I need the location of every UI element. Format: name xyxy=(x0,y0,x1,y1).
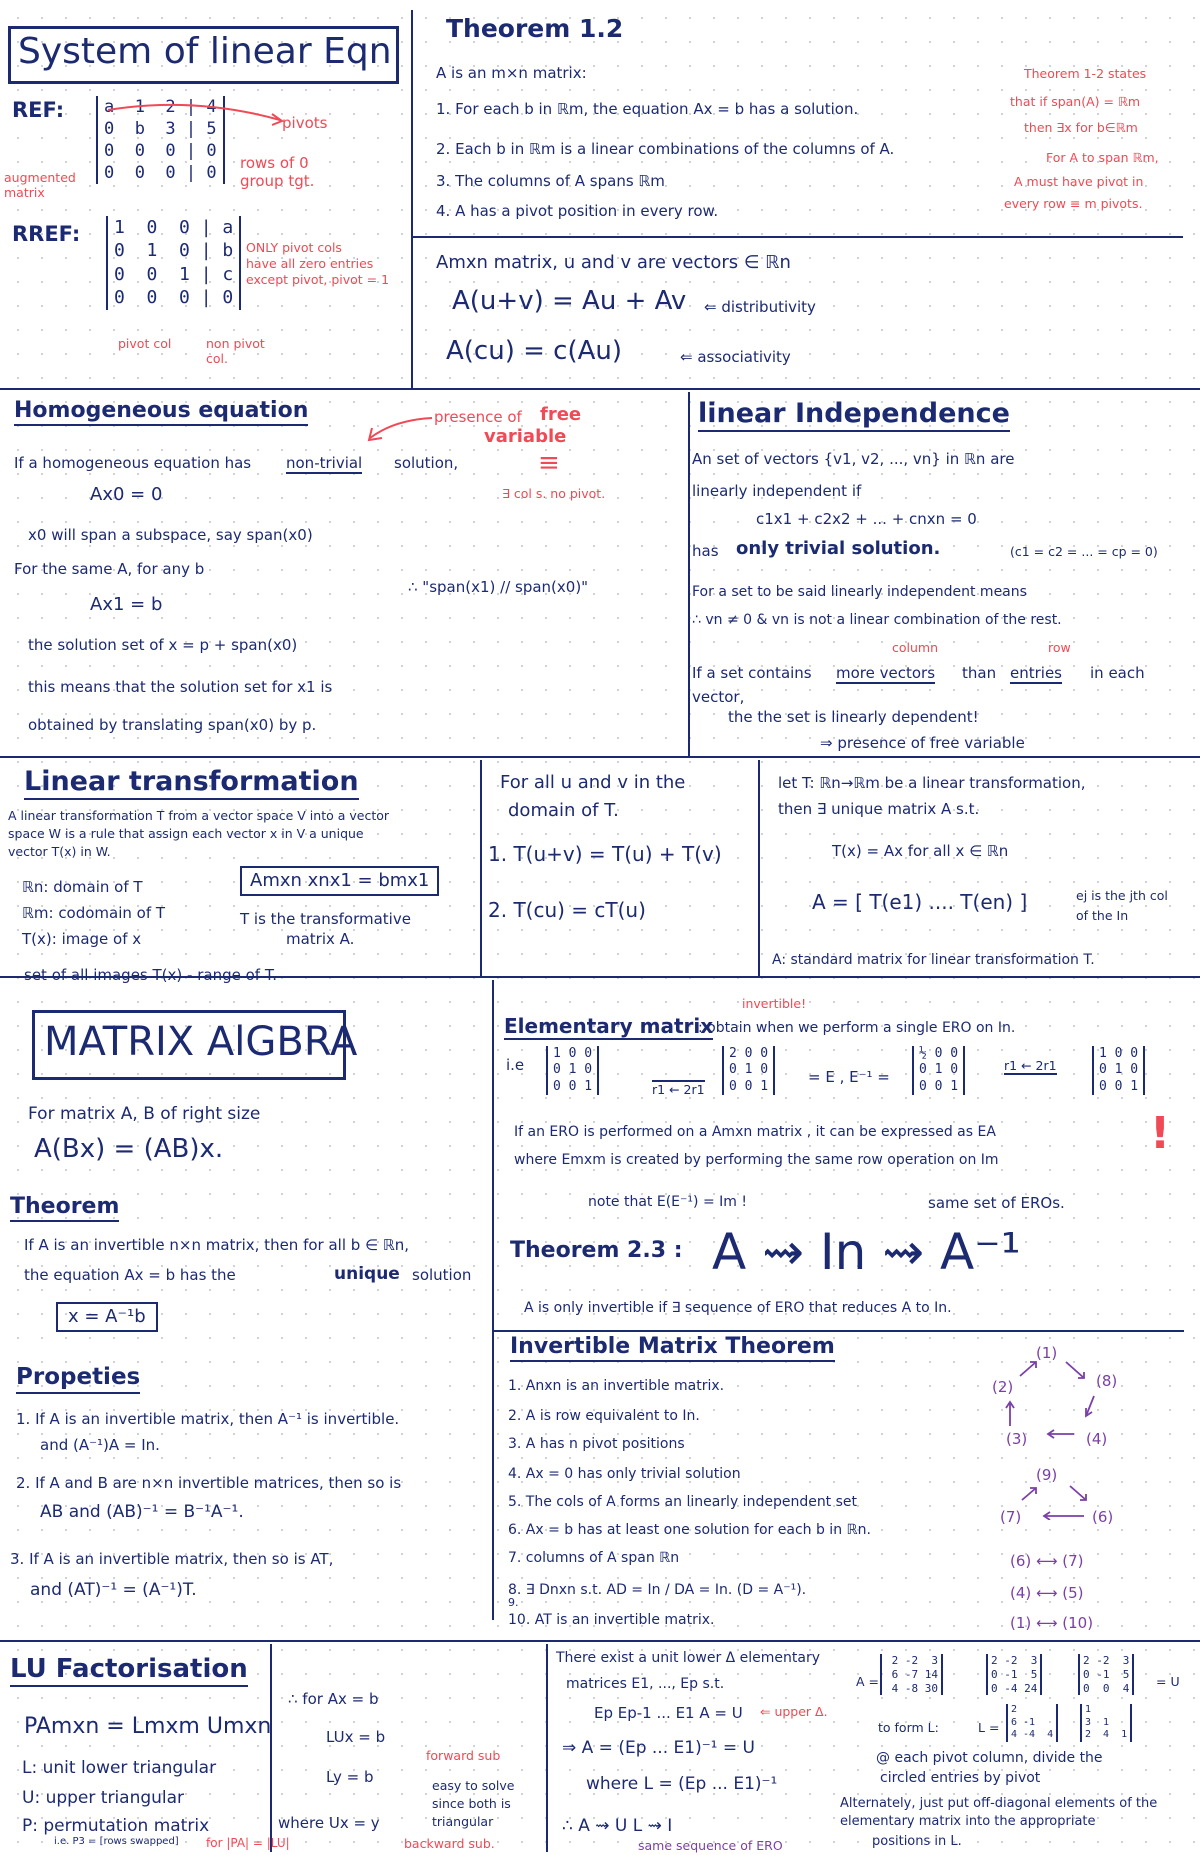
divider-h-1 xyxy=(0,388,1200,390)
homo-ann3: variable xyxy=(484,426,567,447)
lu-c2: LUx = b xyxy=(326,1728,386,1746)
thm12-side1: Theorem 1-2 states xyxy=(1024,66,1147,81)
imt-c7: (7) xyxy=(1000,1508,1022,1526)
rref-label: RREF: xyxy=(12,222,81,246)
ma-t2c: solution xyxy=(412,1266,472,1284)
linind-l5: ∴ vn ≠ 0 & vn is not a linear combination of the rest. xyxy=(692,612,1062,628)
lu-easy1: easy to solve xyxy=(432,1778,515,1793)
linind-col-note: column xyxy=(892,640,939,655)
homo-l2: x0 will span a subspace, say span(x0) xyxy=(28,526,313,544)
ref-matrix: a 1 2 | 4 0 b 3 | 5 0 0 0 | 0 0 0 0 | 0 xyxy=(96,96,225,184)
homo-eq2: Ax1 = b xyxy=(90,594,163,615)
lu-rm1: 2 -2 3 6 -7 14 4 -8 30 xyxy=(880,1654,943,1695)
divider-h-4 xyxy=(0,1640,1200,1642)
lu-m3b: ⇐ upper Δ. xyxy=(760,1704,828,1719)
lt-domain: ℝn: domain of T xyxy=(22,878,143,896)
divider-v-homo xyxy=(688,392,690,756)
elem-same: same set of EROs. xyxy=(928,1194,1065,1212)
imt-i3: 3. A has n pivot positions xyxy=(508,1436,685,1452)
lt-m4: 2. T(cu) = cT(u) xyxy=(488,898,646,922)
lt-r2: then ∃ unique matrix A s.t. xyxy=(778,800,980,818)
lu-easy3: triangular xyxy=(432,1814,494,1829)
lu-eq: PAmxn = Lmxm Umxn xyxy=(24,1714,272,1739)
dist-note1: ⇐ distributivity xyxy=(704,298,816,316)
dist-line1: Amxn matrix, u and v are vectors ∈ ℝn xyxy=(436,252,791,273)
lu-c3: Ly = b xyxy=(326,1768,374,1786)
elem-note: note that E(E⁻¹) = Im ! xyxy=(588,1194,747,1210)
sys-title: System of linear Eqn xyxy=(18,31,392,72)
lt-m2: domain of T. xyxy=(508,800,619,821)
elem-op2: r1 ← 2r1 xyxy=(1004,1058,1057,1073)
thm12-intro: A is an m×n matrix: xyxy=(436,64,587,82)
elem-desc: : obtain when we perform a single ERO on In. xyxy=(698,1020,1016,1036)
ma-title: MATRIX AlGBRA xyxy=(44,1019,358,1065)
lu-m7: same sequence of ERO xyxy=(638,1838,783,1853)
thm12-line2: 2. Each b in ℝm is a linear combinations of the columns of A. xyxy=(436,140,895,158)
lu-Leq: L = xyxy=(978,1720,1000,1735)
ma-t2a: the equation Ax = b has the xyxy=(24,1266,236,1284)
divider-h-thm12 xyxy=(413,236,1183,238)
thm12-line3: 3. The columns of A spans ℝm xyxy=(436,172,665,190)
lt-codomain: ℝm: codomain of T xyxy=(22,904,166,922)
divider-v-ma xyxy=(492,980,494,1620)
homo-l6: obtained by translating span(x0) by p. xyxy=(28,716,317,734)
elem-eqE: = E , E⁻¹ = xyxy=(808,1068,890,1086)
homo-l5: this means that the solution set for x1 is xyxy=(28,678,333,696)
ma-l1: For matrix A, B of right size xyxy=(28,1104,261,1124)
elem-m1: 1 0 0 0 1 0 0 0 1 xyxy=(546,1046,599,1095)
elem-l1: If an ERO is performed on a Amxn matrix , it can be expressed as EA xyxy=(514,1124,996,1140)
imt-i7: 7. columns of A span ℝn xyxy=(508,1550,680,1566)
homo-l4: the solution set of x = p + span(x0) xyxy=(28,636,298,654)
divider-v-lu1 xyxy=(270,1644,272,1852)
lt-title: Linear transformation xyxy=(24,766,359,800)
homo-ann4: ∃ col s. no pivot. xyxy=(502,486,606,501)
linind-l8: the the set is linearly dependent! xyxy=(728,708,979,726)
lu-m6: ∴ A ⇝ U L ⇝ I xyxy=(562,1816,673,1836)
imt-c3: (3) xyxy=(1006,1430,1028,1448)
linind-row-note: row xyxy=(1048,640,1071,655)
lt-def1: A linear transformation T from a vector space V into a vector xyxy=(8,808,390,823)
imt-i5: 5. The cols of A forms an linearly independent set xyxy=(508,1494,858,1510)
ma-p3: 3. If A is an invertible matrix, then so is AT, xyxy=(10,1550,334,1568)
lu-p3: for |PA| = |LU| xyxy=(206,1836,290,1850)
lu-p2: i.e. P3 = [rows swapped] xyxy=(54,1836,179,1847)
linind-l3c: (c1 = c2 = ... = cp = 0) xyxy=(1010,544,1158,559)
lu-rm3: 2 -2 3 0 -1 5 0 0 4 xyxy=(1078,1654,1134,1695)
lu-rm2: 2 -2 3 0 -1 5 0 -4 24 xyxy=(986,1654,1042,1695)
imt-c8: (8) xyxy=(1096,1372,1118,1390)
imt-i6: 6. Ax = b has at least one solution for each b in ℝn. xyxy=(508,1522,871,1538)
thm12-side4: For A to span ℝm, xyxy=(1046,150,1159,165)
lu-m2: matrices E1, ..., Ep s.t. xyxy=(566,1676,725,1692)
ma-p3b: and (AT)⁻¹ = (A⁻¹)T. xyxy=(30,1580,197,1600)
ma-t3: x = A⁻¹b xyxy=(56,1302,158,1332)
ma-p2b: AB and (AB)⁻¹ = B⁻¹A⁻¹. xyxy=(40,1502,244,1522)
dist-eq1: A(u+v) = Au + Av xyxy=(452,286,687,316)
lt-r5: ej is the jth col xyxy=(1076,888,1168,903)
lu-rA: A = xyxy=(856,1674,879,1689)
elem-title: Elementary matrix xyxy=(504,1014,714,1038)
divider-h-2 xyxy=(0,756,1200,758)
lu-p: P: permutation matrix xyxy=(22,1816,210,1836)
elem-t23b: A is only invertible if ∃ sequence of ERO that reduces A to In. xyxy=(524,1300,952,1316)
rref-pivot-col: pivot col xyxy=(118,336,172,351)
linind-l6c: than xyxy=(962,664,997,682)
rref-non-pivot: non pivot col. xyxy=(206,336,265,366)
homo-title: Homogeneous equation xyxy=(14,398,308,426)
lu-r2: circled entries by pivot xyxy=(880,1770,1041,1786)
lu-m1: There exist a unit lower Δ elementary xyxy=(556,1650,821,1666)
divider-v-lt2 xyxy=(758,760,760,976)
homo-therefore: ∴ "span(x1) // span(x0)" xyxy=(408,578,589,596)
elem-m2: 2 0 0 0 1 0 0 0 1 xyxy=(722,1046,775,1095)
ma-eq: A(Bx) = (AB)x. xyxy=(34,1134,224,1164)
imt-c1: (1) xyxy=(1036,1344,1058,1362)
lt-tm1: T is the transformative xyxy=(240,910,411,928)
imt-e3: (1) ⟷ (10) xyxy=(1010,1614,1094,1632)
thm12-line4: 4. A has a pivot position in every row. xyxy=(436,202,719,220)
divider-v-lt1 xyxy=(480,760,482,976)
ma-prop-title: Propeties xyxy=(16,1364,140,1394)
ma-t2b: unique xyxy=(334,1264,400,1284)
lu-fw: forward sub xyxy=(426,1748,501,1763)
lt-r1: let T: ℝn→ℝm be a linear transformation, xyxy=(778,774,1086,792)
linind-l6e: in each xyxy=(1090,664,1145,682)
homo-ann2: free xyxy=(540,404,582,425)
imt-i8: 8. ∃ Dnxn s.t. AD = In / DA = In. (D = A⁻¹). xyxy=(508,1582,807,1598)
linind-l4: For a set to be said linearly independent means xyxy=(692,584,1027,600)
lu-rm4: 2 6 -1 4 -4 4 xyxy=(1006,1704,1058,1742)
linind-l2: linearly independent if xyxy=(692,482,862,500)
ref-pivots-note: pivots xyxy=(282,114,328,132)
lt-m1: For all u and v in the xyxy=(500,772,686,793)
homo-eq1: Ax0 = 0 xyxy=(90,484,163,505)
elem-excl: ! xyxy=(1150,1108,1171,1159)
dist-note2: ⇐ associativity xyxy=(680,348,791,366)
imt-i2: 2. A is row equivalent to In. xyxy=(508,1408,700,1424)
lt-r4: A = [ T(e1) .... T(en) ] xyxy=(812,890,1028,914)
imt-c6: (6) xyxy=(1092,1508,1114,1526)
lt-range: set of all images T(x) - range of T. xyxy=(24,966,277,984)
lu-m5: where L = (Ep ... E1)⁻¹ xyxy=(586,1774,778,1794)
ma-p1b: and (A⁻¹)A = In. xyxy=(40,1436,160,1454)
imt-e2: (4) ⟷ (5) xyxy=(1010,1584,1084,1602)
imt-e1: (6) ⟷ (7) xyxy=(1010,1552,1084,1570)
lu-r1: @ each pivot column, divide the xyxy=(876,1750,1103,1766)
lu-u: U: upper triangular xyxy=(22,1788,185,1808)
divider-h-imt xyxy=(494,1330,1184,1332)
lu-c1: ∴ for Ax = b xyxy=(288,1690,379,1708)
imt-i1: 1. Anxn is an invertible matrix. xyxy=(508,1378,725,1394)
thm12-side3: then ∃x for b∈ℝm xyxy=(1024,120,1138,135)
linind-l6d: entries xyxy=(1010,664,1062,682)
homo-l1a: If a homogeneous equation has xyxy=(14,454,252,472)
lu-m3: Ep Ep-1 ... E1 A = U xyxy=(594,1704,743,1722)
lu-r5: positions in L. xyxy=(872,1834,962,1849)
imt-c9: (9) xyxy=(1036,1466,1058,1484)
lu-toL: to form L: xyxy=(878,1720,939,1735)
elem-l2: where Emxm is created by performing the same row operation on Im xyxy=(514,1152,999,1168)
linind-title: linear Independence xyxy=(698,398,1010,432)
elem-t23: Theorem 2.3 : xyxy=(510,1238,683,1263)
thm12-title: Theorem 1.2 xyxy=(446,14,624,43)
lu-rU: = U xyxy=(1156,1674,1180,1689)
imt-i9: 9. xyxy=(508,1596,519,1609)
imt-cycle2-arrows xyxy=(1000,1470,1120,1520)
thm12-side6: every row ≡ m pivots. xyxy=(1004,196,1143,211)
lt-r3: T(x) = Ax for all x ∈ ℝn xyxy=(832,842,1009,860)
ref-group-tgt: group tgt. xyxy=(240,172,315,190)
dist-eq2: A(cu) = c(Au) xyxy=(446,336,623,366)
lu-bw: backward sub. xyxy=(404,1836,495,1851)
lt-def2: space W is a rule that assign each vector x in V a unique xyxy=(8,826,364,841)
ref-label: REF: xyxy=(12,98,65,122)
rref-matrix: 1 0 0 | a 0 1 0 | b 0 0 1 | c 0 0 0 | 0 xyxy=(106,216,241,310)
elem-op1: r1 ← 2r1 xyxy=(652,1082,705,1097)
ma-t1: If A is an invertible n×n matrix, then for all b ∈ ℝn, xyxy=(24,1236,410,1254)
elem-ie: i.e xyxy=(506,1056,525,1074)
lu-easy2: since both is xyxy=(432,1796,511,1811)
imt-title: Invertible Matrix Theorem xyxy=(510,1334,835,1362)
imt-cycle1-arrows xyxy=(990,1350,1120,1450)
lt-image: T(x): image of x xyxy=(22,930,142,948)
lt-r6: of the In xyxy=(1076,908,1129,923)
lt-m3: 1. T(u+v) = T(u) + T(v) xyxy=(488,842,722,866)
lu-l: L: unit lower triangular xyxy=(22,1758,217,1778)
homo-l1b: non-trivial xyxy=(286,454,363,472)
linind-l1: An set of vectors {v1, v2, ..., vn} in ℝn are xyxy=(692,450,1015,468)
lt-boxeq: Amxn xnx1 = bmx1 xyxy=(240,866,439,896)
elem-m4: 1 0 0 0 1 0 0 0 1 xyxy=(1092,1046,1145,1095)
rref-have-zero: have all zero entries xyxy=(246,256,374,271)
ref-pivots-arrow xyxy=(104,100,290,128)
elem-big: A ⇝ In ⇝ A⁻¹ xyxy=(712,1223,1021,1281)
linind-eq: c1x1 + c2x2 + ... + cnxn = 0 xyxy=(756,510,977,528)
lt-tm2: matrix A. xyxy=(286,930,355,948)
homo-ann-arrow xyxy=(364,412,436,446)
lu-title: LU Factorisation xyxy=(10,1654,248,1687)
homo-equiv: ≡ xyxy=(538,448,560,478)
thm12-side5: A must have pivot in xyxy=(1014,174,1144,189)
thm12-line1: 1. For each b in ℝm, the equation Ax = b has a solution. xyxy=(436,100,859,118)
thm12-side2: that if span(A) = ℝm xyxy=(1010,94,1141,109)
lu-m4: ⇒ A = (Ep ... E1)⁻¹ = U xyxy=(562,1738,755,1758)
linind-l3a: has xyxy=(692,542,719,560)
augmented-matrix-note: augmented matrix xyxy=(4,170,76,200)
ref-rows-of-zero: rows of 0 xyxy=(240,154,309,172)
linind-l7: vector, xyxy=(692,688,745,706)
divider-v-lu2 xyxy=(546,1644,548,1852)
imt-c2: (2) xyxy=(992,1378,1014,1396)
linind-l9: ⇒ presence of free variable xyxy=(820,734,1025,752)
elem-invertible: invertible! xyxy=(742,996,807,1011)
rref-only-pivot: ONLY pivot cols xyxy=(246,240,342,255)
linind-l6a: If a set contains xyxy=(692,664,812,682)
homo-ann1: presence of xyxy=(434,408,522,426)
linind-l6b: more vectors xyxy=(836,664,936,682)
linind-l3b: only trivial solution. xyxy=(736,538,941,559)
imt-i10: 10. AT is an invertible matrix. xyxy=(508,1612,715,1628)
rref-except-pivot: except pivot, pivot = 1 xyxy=(246,272,390,287)
lt-r7: A: standard matrix for linear transformation T. xyxy=(772,952,1095,968)
ma-thm-title: Theorem xyxy=(10,1194,119,1222)
ma-p1: 1. If A is an invertible matrix, then A⁻¹ is invertible. xyxy=(16,1410,400,1428)
divider-v-top xyxy=(411,10,413,388)
lu-c4: where Ux = y xyxy=(278,1814,380,1832)
homo-l3: For the same A, for any b xyxy=(14,560,205,578)
imt-i4: 4. Ax = 0 has only trivial solution xyxy=(508,1466,741,1482)
lu-r3: Alternately, just put off-diagonal elements of the xyxy=(840,1796,1158,1811)
lu-rm5: 1 3 1 2 4 1 xyxy=(1080,1704,1132,1742)
ma-p2: 2. If A and B are n×n invertible matrices, then so is xyxy=(16,1474,402,1492)
imt-c4: (4) xyxy=(1086,1430,1108,1448)
lu-r4: elementary matrix into the appropriate xyxy=(840,1814,1096,1829)
lt-def3: vector T(x) in W. xyxy=(8,844,111,859)
elem-m3: ½ 0 0 0 1 0 0 0 1 xyxy=(912,1046,965,1095)
homo-l1c: solution, xyxy=(394,454,459,472)
